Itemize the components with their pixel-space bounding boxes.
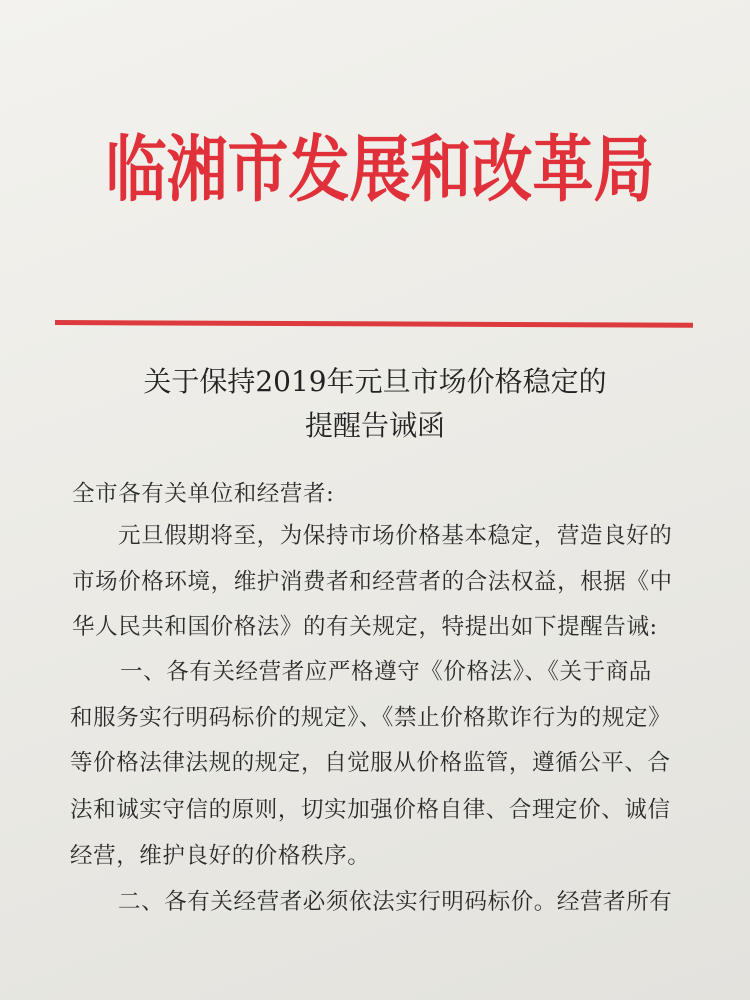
paragraph-line: 经营，维护良好的价格秩序。 [70,843,371,869]
document-title-line-2: 提醒告诫函 [304,409,445,442]
paragraph-line: 市场价格环境，维护消费者和经营者的合法权益，根据《中 [72,569,673,595]
red-divider-line [55,320,693,328]
paragraph-line: 二、各有关经营者必须依法实行明码标价。经营者所有 [118,889,673,915]
salutation: 全市各有关单位和经营者: [72,481,335,507]
paragraph-line: 和服务实行明码标价的规定》、《禁止价格欺诈行为的规定》 [70,705,672,731]
paragraph-line: 一、各有关经营者应严格遵守《价格法》、《关于商品 [120,659,652,685]
paragraph-line: 等价格法律法规的规定，自觉服从价格监管，遵循公平、合 [70,750,671,776]
paragraph-line: 法和诚实守信的原则，切实加强价格自律、合理定价、诚信 [70,797,671,823]
paragraph-line: 元旦假期将至，为保持市场价格基本稳定，营造良好的 [118,523,673,549]
document-title-line-1: 关于保持2019年元旦市场价格稳定的 [143,365,607,398]
paragraph-line: 华人民共和国价格法》的有关规定，特提出如下提醒告诫: [72,614,658,640]
organization-header: 临湘市发展和改革局 [105,128,655,213]
